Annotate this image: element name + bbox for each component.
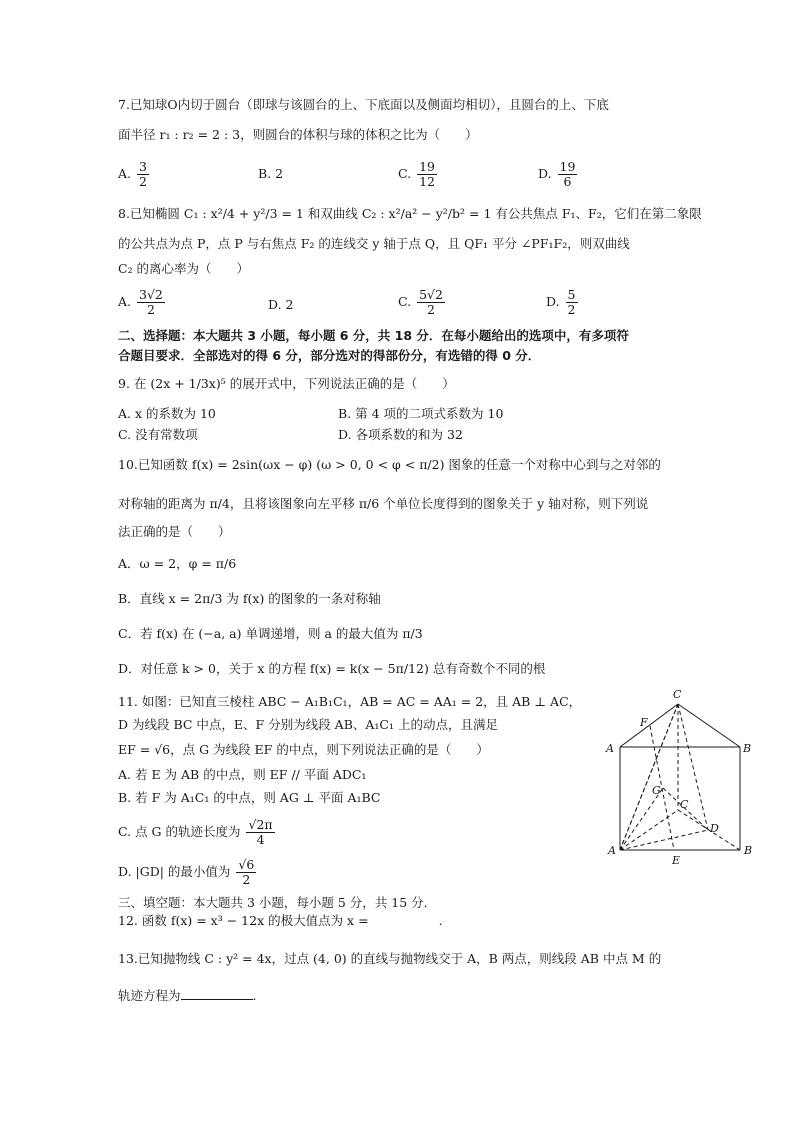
section3-heading: 三、填空题：本大题共 3 小题，每小题 5 分，共 15 分． <box>118 895 437 910</box>
label-f: F <box>640 716 648 729</box>
label-b: B <box>744 844 753 857</box>
q10-option-c[interactable]: C．若 f(x) 在 (−a, a) 单调递增，则 a 的最大值为 π/3 <box>118 626 423 641</box>
q7-stem-line2: 面半径 r₁ : r₂ = 2 : 3，则圆台的体积与球的体积之比为（ ） <box>118 127 478 142</box>
q8-stem-line3: C₂ 的离心率为（ ） <box>118 261 250 276</box>
q7-option-b[interactable]: B. 2 <box>258 166 284 181</box>
q10-option-b[interactable]: B．直线 x = 2π/3 为 f(x) 的图象的一条对称轴 <box>118 591 381 606</box>
q11-option-c[interactable]: C. 点 G 的轨迹长度为 $\frac{√2\pi}{4}$ <box>118 817 273 847</box>
q8-option-c[interactable]: C. $\frac{5√2}{2}$ <box>398 287 443 317</box>
q13-stem-line2: 轨迹方程为 <box>118 988 181 1003</box>
q10-option-d[interactable]: D．对任意 k > 0，关于 x 的方程 f(x) = k(x − 5π/12) 总有奇数个不同的根 <box>118 661 546 676</box>
q10-stem-line3: 法正确的是（ ） <box>118 524 231 539</box>
q11-stem-line1: 11. 如图：已知直三棱柱 ABC − A₁B₁C₁，AB = AC = AA₁ = 2，且 AB ⊥ AC， <box>118 694 582 709</box>
label-c1: C <box>673 688 682 701</box>
label-a1: A <box>606 742 614 755</box>
q10-stem-line1: 10.已知函数 f(x) = 2sin(ωx − φ) (ω > 0, 0 < φ < π/2) 图象的任意一个对称中心到与之对邻的 <box>118 457 661 472</box>
label-b1: B <box>743 742 752 755</box>
label-e: E <box>672 854 681 867</box>
q12-stem: 12. 函数 f(x) = x³ − 12x 的极大值点为 x = <box>118 913 369 928</box>
fraction: $\frac{3√2}{2}$ <box>139 287 163 317</box>
fraction: $\frac{19}{6}$ <box>559 159 576 189</box>
q8-option-b[interactable]: D. 2 <box>268 297 294 312</box>
q11-option-b[interactable]: B. 若 F 为 A₁C₁ 的中点，则 AG ⊥ 平面 A₁BC <box>118 790 381 805</box>
q13-stem-line1: 13.已知抛物线 C : y² = 4x，过点 (4, 0) 的直线与抛物线交于 A，B 两点，则线段 AB 中点 M 的 <box>118 951 662 966</box>
prism-figure <box>600 682 770 872</box>
fraction: $\frac{3}{2}$ <box>139 159 147 189</box>
q8-stem-line2: 的公共点为点 P，点 P 与右焦点 F₂ 的连线交 y 轴于点 Q，且 QF₁ 平分 ∠PF₁F₂，则双曲线 <box>118 236 630 251</box>
q11-option-a[interactable]: A. 若 E 为 AB 的中点，则 EF // 平面 ADC₁ <box>118 767 367 782</box>
q13-line2: 轨迹方程为 . <box>118 988 257 1003</box>
fraction: $\frac{5√2}{2}$ <box>419 287 443 317</box>
q9-stem: 9. 在 (2x + 1/3x)⁵ 的展开式中，下列说法正确的是（ ） <box>118 376 455 391</box>
q10-stem-line2: 对称轴的距离为 π/4，且将该图象向左平移 π/6 个单位长度得到的图象关于 y 轴对称，则下列说 <box>118 496 649 511</box>
q7-option-c[interactable]: C. $\frac{19}{12}$ <box>398 159 435 189</box>
q8-stem-line1: 8.已知椭圆 C₁ : x²/4 + y²/3 = 1 和双曲线 C₂ : x²/a² − y²/b² = 1 有公共焦点 F₁、F₂，它们在第二象限 <box>118 206 702 221</box>
q8-option-d[interactable]: D. $\frac{5}{2}$ <box>546 287 576 317</box>
fraction: $\frac{5}{2}$ <box>567 287 576 317</box>
q11-stem-line2: D 为线段 BC 中点，E、F 分别为线段 AB、A₁C₁ 上的动点，且满足 <box>118 717 498 732</box>
q11-option-d[interactable]: D. |GD| 的最小值为 $\frac{√6}{2}$ <box>118 857 255 887</box>
section2-heading-line2: 合题目要求．全部选对的得 6 分，部分选对的得部份分，有选错的得 0 分． <box>118 348 541 363</box>
q7-option-d[interactable]: D. $\frac{19}{6}$ <box>538 159 576 189</box>
label-c: C <box>680 798 689 811</box>
fraction: $\frac{√2\pi}{4}$ <box>248 817 273 847</box>
q9-option-c[interactable]: C. 没有常数项 <box>118 427 198 442</box>
q7-option-a[interactable]: A. $\frac{3}{2}$ <box>118 159 147 189</box>
label-g: G <box>652 784 661 797</box>
fraction: $\frac{√6}{2}$ <box>238 857 255 887</box>
q12-line: 12. 函数 f(x) = x³ − 12x 的极大值点为 x = . <box>118 913 443 928</box>
fraction: $\frac{19}{12}$ <box>419 159 435 189</box>
q9-option-a[interactable]: A. x 的系数为 10 <box>118 406 216 421</box>
q10-option-a[interactable]: A．ω = 2，φ = π/6 <box>118 556 237 571</box>
q9-option-d[interactable]: D. 各项系数的和为 32 <box>338 427 463 442</box>
label-d: D <box>710 822 719 835</box>
label-a: A <box>608 844 616 857</box>
q9-option-b[interactable]: B. 第 4 项的二项式系数为 10 <box>338 406 504 421</box>
q7-stem-line1: 7.已知球O内切于圆台（即球与该圆台的上、下底面以及侧面均相切），且圆台的上、下底 <box>118 97 609 112</box>
q13-answer-blank[interactable] <box>181 987 253 1000</box>
section2-heading-line1: 二、选择题：本大题共 3 小题，每小题 6 分，共 18 分．在每小题给出的选项中，有多项符 <box>118 328 629 343</box>
q11-stem-line3: EF = √6，点 G 为线段 EF 的中点，则下列说法正确的是（ ） <box>118 742 489 757</box>
q8-option-a[interactable]: A. $\frac{3√2}{2}$ <box>118 287 163 317</box>
